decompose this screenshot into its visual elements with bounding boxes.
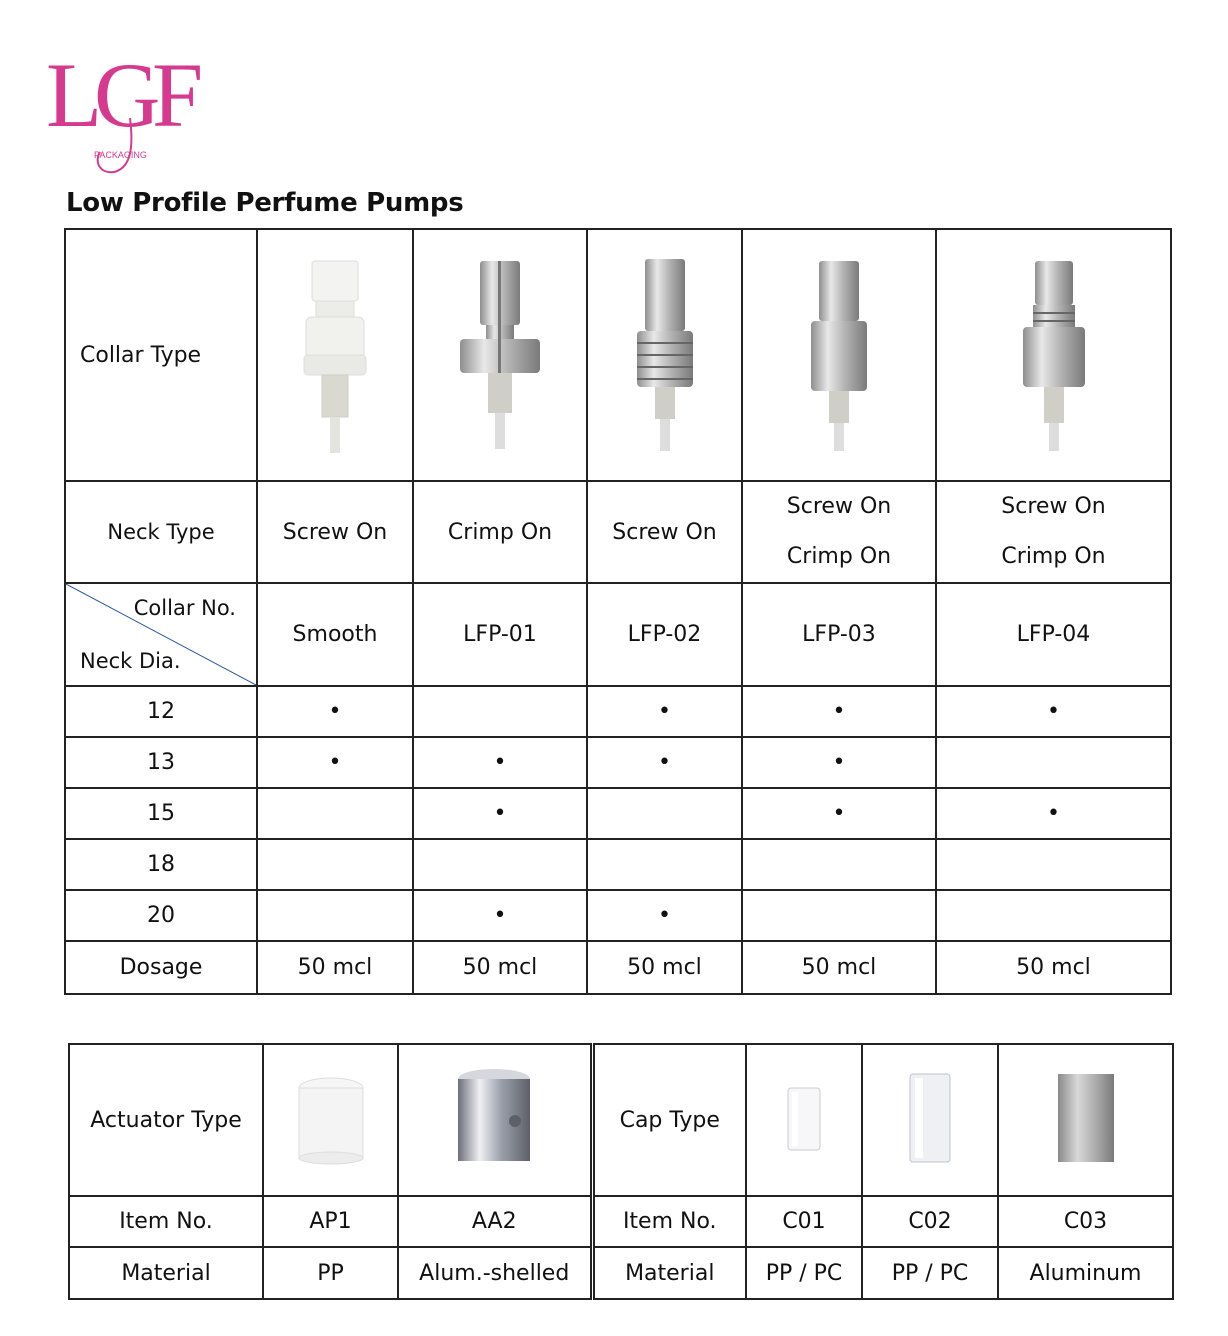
dosage-label: Dosage bbox=[65, 941, 257, 994]
neck-type-row bbox=[65, 481, 1171, 583]
compat-mark: • bbox=[257, 686, 413, 737]
neck-dia-label: Neck Dia. bbox=[80, 649, 181, 673]
svg-text:PACKAGING: PACKAGING bbox=[94, 150, 147, 160]
compat-mark bbox=[936, 839, 1171, 890]
material-cell: Aluminum bbox=[998, 1247, 1173, 1299]
compat-mark bbox=[587, 788, 742, 839]
collar-type-label: Collar Type bbox=[65, 229, 257, 481]
compat-mark: • bbox=[936, 788, 1171, 839]
dosage-cell: 50 mcl bbox=[257, 941, 413, 994]
compat-mark: • bbox=[587, 686, 742, 737]
silver-crimp-pump-icon bbox=[450, 255, 550, 455]
neck-dia-value: 13 bbox=[65, 737, 257, 788]
item-no-cell: AP1 bbox=[263, 1196, 398, 1247]
neck-dia-row bbox=[65, 737, 1171, 788]
dosage-cell: 50 mcl bbox=[742, 941, 936, 994]
dosage-row bbox=[65, 941, 1171, 994]
pump-spec-table bbox=[64, 228, 1172, 995]
actuator-image-aa2 bbox=[398, 1044, 592, 1196]
compat-mark bbox=[257, 788, 413, 839]
collar-no-cell: LFP-01 bbox=[413, 583, 587, 686]
neck-dia-row bbox=[65, 839, 1171, 890]
type-image-row bbox=[69, 1044, 1173, 1196]
neck-dia-value: 18 bbox=[65, 839, 257, 890]
item-no-cell: C02 bbox=[862, 1196, 998, 1247]
neck-dia-row bbox=[65, 890, 1171, 941]
dosage-cell: 50 mcl bbox=[936, 941, 1171, 994]
compat-mark: • bbox=[413, 737, 587, 788]
item-no-label: Item No. bbox=[69, 1196, 263, 1247]
clear-tall-cap-icon bbox=[900, 1070, 960, 1170]
cap-image-c03 bbox=[998, 1044, 1173, 1196]
item-no-cell: AA2 bbox=[398, 1196, 592, 1247]
compat-mark bbox=[587, 839, 742, 890]
item-no-label: Item No. bbox=[592, 1196, 746, 1247]
material-cell: Alum.-shelled bbox=[398, 1247, 592, 1299]
neck-dia-value: 20 bbox=[65, 890, 257, 941]
cap-image-c02 bbox=[862, 1044, 998, 1196]
material-label: Material bbox=[592, 1247, 746, 1299]
material-cell: PP / PC bbox=[862, 1247, 998, 1299]
material-cell: PP / PC bbox=[746, 1247, 862, 1299]
collar-no-cell: LFP-03 bbox=[742, 583, 936, 686]
silver-ringed-pump-icon bbox=[1009, 255, 1099, 455]
cap-type-label: Cap Type bbox=[592, 1044, 746, 1196]
silver-ribbed-pump-icon bbox=[625, 255, 705, 455]
collar-no-cell: LFP-04 bbox=[936, 583, 1171, 686]
compat-mark bbox=[413, 839, 587, 890]
svg-text:G: G bbox=[94, 44, 161, 146]
neck-type-cell: Screw On bbox=[257, 481, 413, 583]
neck-dia-value: 15 bbox=[65, 788, 257, 839]
compat-mark: • bbox=[742, 737, 936, 788]
lgf-logo bbox=[44, 40, 219, 180]
compat-mark: • bbox=[257, 737, 413, 788]
compat-mark bbox=[742, 890, 936, 941]
collar-no-cell: Smooth bbox=[257, 583, 413, 686]
svg-text:F: F bbox=[152, 44, 204, 146]
actuator-image-ap1 bbox=[263, 1044, 398, 1196]
white-actuator-icon bbox=[291, 1070, 371, 1170]
item-no-row bbox=[69, 1196, 1173, 1247]
compat-mark bbox=[936, 737, 1171, 788]
accessories-table bbox=[68, 1043, 1174, 1300]
neck-dia-value: 12 bbox=[65, 686, 257, 737]
compat-mark: • bbox=[587, 890, 742, 941]
pump-image-smooth bbox=[257, 229, 413, 481]
compat-mark bbox=[257, 890, 413, 941]
compat-mark bbox=[936, 890, 1171, 941]
neck-type-label: Neck Type bbox=[65, 481, 257, 583]
silver-cap-icon bbox=[1051, 1070, 1121, 1170]
pump-image-lfp-01 bbox=[413, 229, 587, 481]
compat-mark: • bbox=[742, 788, 936, 839]
collar-no-neck-dia-header bbox=[65, 583, 257, 686]
neck-dia-row bbox=[65, 686, 1171, 737]
aluminum-actuator-icon bbox=[449, 1065, 539, 1175]
compat-mark: • bbox=[587, 737, 742, 788]
neck-type-cell: Screw On bbox=[587, 481, 742, 583]
compat-mark: • bbox=[413, 890, 587, 941]
page-title: Low Profile Perfume Pumps bbox=[66, 188, 464, 218]
pump-image-lfp-02 bbox=[587, 229, 742, 481]
collar-no-label: Collar No. bbox=[133, 596, 236, 620]
dosage-cell: 50 mcl bbox=[413, 941, 587, 994]
white-plastic-pump-icon bbox=[290, 255, 380, 455]
pump-image-lfp-04 bbox=[936, 229, 1171, 481]
silver-collar-pump-icon bbox=[799, 255, 879, 455]
collar-no-row bbox=[65, 583, 1171, 686]
cap-image-c01 bbox=[746, 1044, 862, 1196]
compat-mark bbox=[742, 839, 936, 890]
material-row bbox=[69, 1247, 1173, 1299]
collar-no-cell: LFP-02 bbox=[587, 583, 742, 686]
neck-type-cell: Crimp On bbox=[413, 481, 587, 583]
material-label: Material bbox=[69, 1247, 263, 1299]
pump-image-lfp-03 bbox=[742, 229, 936, 481]
material-cell: PP bbox=[263, 1247, 398, 1299]
compat-mark bbox=[413, 686, 587, 737]
item-no-cell: C03 bbox=[998, 1196, 1173, 1247]
collar-type-row bbox=[65, 229, 1171, 481]
actuator-type-label: Actuator Type bbox=[69, 1044, 263, 1196]
clear-small-cap-icon bbox=[779, 1080, 829, 1160]
dosage-cell: 50 mcl bbox=[587, 941, 742, 994]
neck-type-cell: Screw On Crimp On bbox=[936, 481, 1171, 583]
compat-mark bbox=[257, 839, 413, 890]
compat-mark: • bbox=[742, 686, 936, 737]
svg-text:L: L bbox=[46, 44, 97, 146]
compat-mark: • bbox=[413, 788, 587, 839]
neck-type-cell: Screw On Crimp On bbox=[742, 481, 936, 583]
neck-dia-row bbox=[65, 788, 1171, 839]
compat-mark: • bbox=[936, 686, 1171, 737]
item-no-cell: C01 bbox=[746, 1196, 862, 1247]
